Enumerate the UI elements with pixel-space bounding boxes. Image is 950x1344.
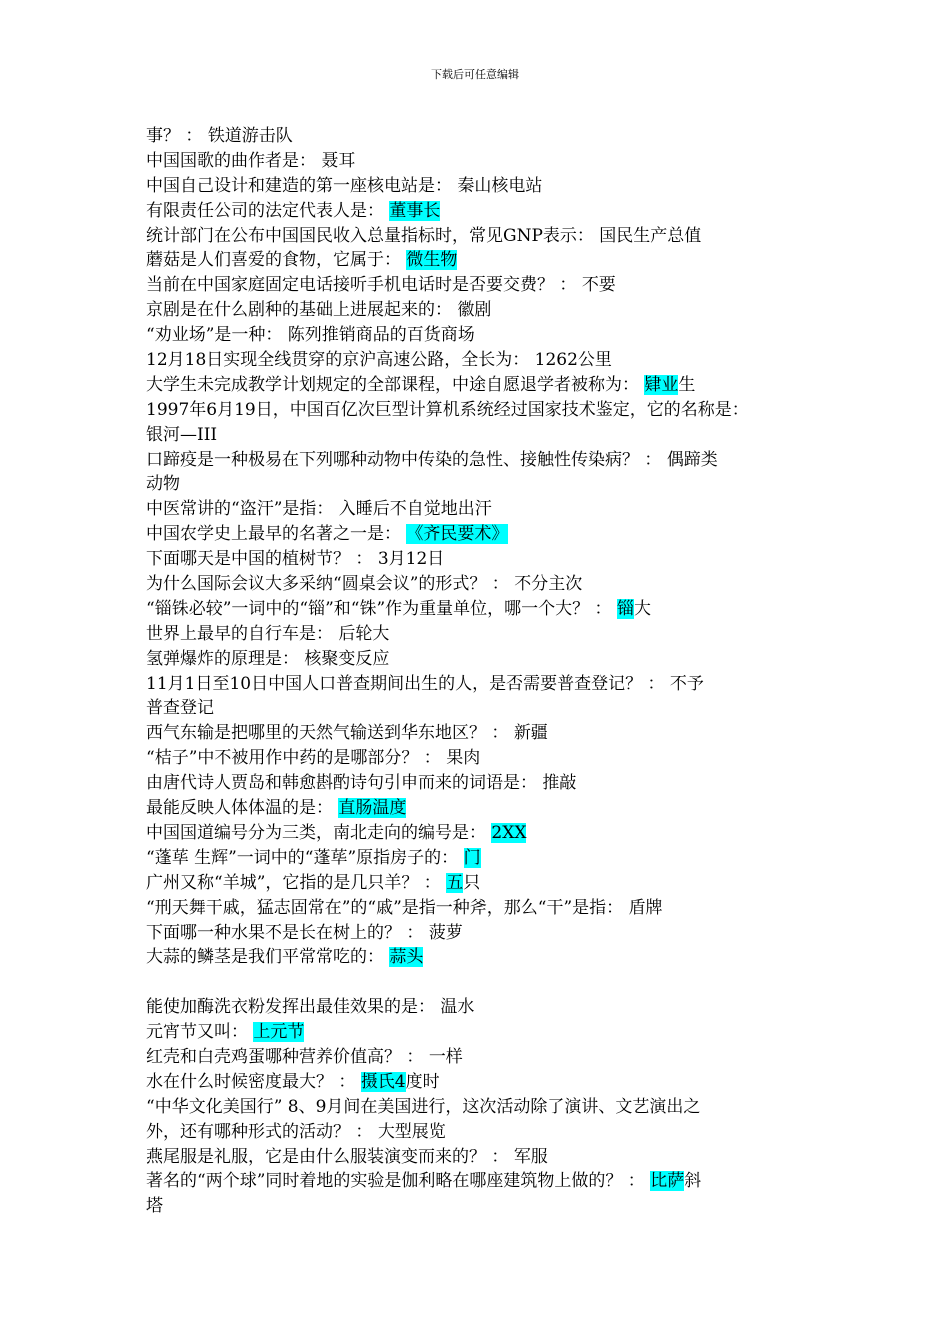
question-text: “蓬荜 生辉”一词中的“蓬荜”原指房子的： [146,847,464,868]
text-line [146,896,826,921]
answer-text: 聂耳 [321,150,356,171]
text-line [146,970,826,995]
question-text: 大学生未完成教学计划规定的全部课程，中途自愿退学者被称为： [146,374,645,395]
question-text: “劝业场”是一种： [146,325,288,346]
question-text: 大蒜的鳞茎是我们平常常吃的： [146,947,390,968]
text-line [146,721,826,746]
question-text: 燕尾服是礼服，它是由什么服装演变而来的？ ： [146,1146,514,1167]
answer-text: 新疆 [513,723,548,744]
answer-text: 陈列推销商品的百货商场 [287,325,475,346]
answer-text: 后轮大 [338,623,390,644]
text-line [146,597,826,622]
answer-suffix: 生 [678,374,696,395]
answer-text: 秦山核电站 [457,175,543,196]
answer-text: 推敲 [542,773,577,794]
text-line [146,124,826,149]
question-text: 1997年6月19日，中国百亿次巨型计算机系统经过国家技术鉴定，它的名称是： [146,399,749,420]
highlighted-answer: 比萨 [650,1171,685,1192]
question-text: “锱铢必较”一词中的“锱”和“铢”作为重量单位，哪一个大？ ： [146,598,617,619]
answer-text: 核聚变反应 [304,648,390,669]
answer-text: 盾牌 [628,897,663,918]
text-line [146,921,826,946]
text-line [146,149,826,174]
question-text: 12月18日实现全线贯穿的京沪高速公路，全长为： [146,350,535,371]
question-text: “中华文化美国行” 8、9月间在美国进行，这次活动除了演讲、文艺演出之 [146,1096,701,1117]
answer-suffix: 度时 [405,1071,440,1092]
text-line [146,1120,826,1145]
text-line [146,1020,826,1045]
text-line [146,1095,826,1120]
text-line [146,174,826,199]
question-text: 元宵节又叫： [146,1022,254,1043]
text-line [146,746,826,771]
text-line [146,224,826,249]
document-body [146,124,826,1219]
highlighted-answer: 肄业 [644,374,679,395]
question-text: 事？ ： [146,126,208,146]
question-text: 下面哪天是中国的植树节？ ： [146,549,378,570]
question-text: 口蹄疫是一种极易在下列哪种动物中传染的急性、接触性传染病？ ： [146,449,667,470]
answer-text: 入睡后不自觉地出汗 [338,499,492,520]
text-line [146,622,826,647]
answer-text: 不要 [581,275,616,296]
text-line [146,647,826,672]
question-text: 能使加酶洗衣粉发挥出最佳效果的是： [146,997,441,1018]
question-text: 蘑菇是人们喜爱的食物，它属于： [146,250,407,271]
text-line [146,423,826,448]
text-line [146,199,826,224]
question-text: 水在什么时候密度最大？ ： [146,1071,361,1092]
answer-suffix: 只 [463,872,481,893]
highlighted-answer: 锱 [616,598,634,619]
text-line [146,672,826,697]
page-header: 下载后可任意编辑 [431,68,519,81]
question-text: “刑天舞干戚，猛志固常在”的“戚”是指一种斧，那么“干”是指： [146,897,629,918]
answer-text: 大型展览 [377,1121,446,1142]
question-text: 最能反映人体体温的是： [146,798,339,819]
text-line [146,945,826,970]
text-line [146,796,826,821]
answer-text: 动物 [146,474,180,495]
text-line [146,1194,826,1219]
question-text: 中国农学史上最早的名著之一是： [146,524,407,545]
question-text: 为什么国际会议大多采纳“圆桌会议”的形式？ ： [146,574,515,595]
question-text: 有限责任公司的法定代表人是： [146,200,390,221]
answer-text: 银河—III [146,424,218,445]
text-line [146,696,826,721]
text-line [146,348,826,373]
answer-text: 不分主次 [514,574,583,595]
question-text: 著名的“两个球”同时着地的实验是伽利略在哪座建筑物上做的？ ： [146,1171,651,1192]
text-line [146,821,826,846]
text-line [146,1045,826,1070]
question-text: 由唐代诗人贾岛和韩愈斟酌诗句引申而来的词语是： [146,773,543,794]
answer-text: 国民生产总值 [599,225,702,246]
answer-text: 3月12日 [377,549,445,570]
question-text: 京剧是在什么剧种的基础上进展起来的： [146,300,458,321]
question-text: 11月1日至10日中国人口普查期间出生的人，是否需要普查登记？ ： [146,673,670,694]
text-line [146,323,826,348]
text-line [146,398,826,423]
question-text: 外，还有哪种形式的活动？ ： [146,1121,378,1142]
text-line [146,871,826,896]
answer-text: 1262公里 [534,350,612,371]
answer-text: 温水 [440,997,475,1018]
question-text: 红壳和白壳鸡蛋哪种营养价值高？ ： [146,1046,429,1067]
question-text: 西气东输是把哪里的天然气输送到华东地区？ ： [146,723,514,744]
text-line [146,522,826,547]
question-text: 下面哪一种水果不是长在树上的？ ： [146,922,429,943]
question-text: 广州又称“羊城”，它指的是几只羊？ ： [146,872,447,893]
highlighted-answer: 微生物 [406,250,458,271]
highlighted-answer: 摄氏4 [360,1071,406,1092]
text-line [146,448,826,473]
text-line [146,572,826,597]
question-text: 中医常讲的“盗汗”是指： [146,499,339,520]
answer-text: 偶蹄类 [666,449,718,470]
highlighted-answer: 上元节 [253,1022,305,1043]
highlighted-answer: 直肠温度 [338,798,407,819]
highlighted-answer: 五 [446,872,464,893]
question-text: “桔子”中不被用作中药的是哪部分？ ： [146,748,447,769]
answer-suffix: 大 [633,598,651,619]
question-text: 统计部门在公布中国国民收入总量指标时，常见GNP表示： [146,225,600,246]
answer-suffix: 斜 [684,1171,702,1192]
text-line [146,1169,826,1194]
answer-text: 军服 [513,1146,548,1167]
answer-text: 一样 [428,1046,463,1067]
answer-text: 不予 [669,673,704,694]
highlighted-answer: 《齐民要术》 [406,524,509,545]
text-line [146,497,826,522]
question-text: 中国自己设计和建造的第一座核电站是： [146,175,458,196]
answer-text: 普查登记 [146,698,214,719]
text-line [146,547,826,572]
text-line [146,472,826,497]
question-text: 氢弹爆炸的原理是： [146,648,305,669]
highlighted-answer: 2XX [491,822,527,843]
text-line [146,273,826,298]
text-line [146,298,826,323]
answer-text: 铁道游击队 [207,126,293,146]
highlighted-answer: 门 [463,847,481,868]
answer-text: 徽剧 [457,300,492,321]
text-line [146,771,826,796]
text-line [146,995,826,1020]
question-text: 世界上最早的自行车是： [146,623,339,644]
question-text: 中国国歌的曲作者是： [146,150,322,171]
text-line [146,248,826,273]
text-line [146,1145,826,1170]
answer-text: 果肉 [446,748,481,769]
highlighted-answer: 董事长 [389,200,441,221]
text-line [146,373,826,398]
question-text: 当前在中国家庭固定电话接听手机电话时是否要交费？ ： [146,275,582,296]
answer-text: 菠萝 [428,922,463,943]
answer-text: 塔 [146,1196,163,1217]
text-line [146,846,826,871]
highlighted-answer: 蒜头 [389,947,424,968]
text-line [146,1070,826,1095]
question-text: 中国国道编号分为三类，南北走向的编号是： [146,822,492,843]
